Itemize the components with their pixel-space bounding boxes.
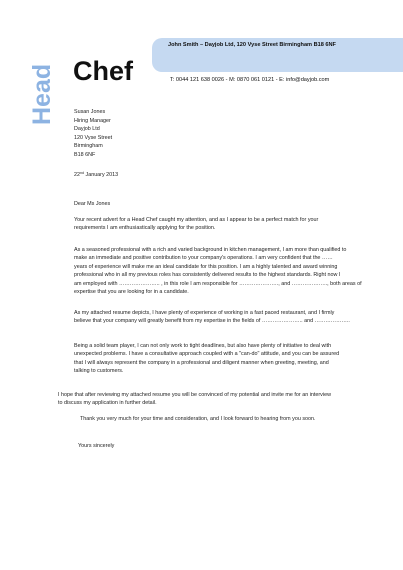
text-line: I hope that after reviewing my attached resume you will be convinced of my potential and invite me for an interview bbox=[58, 392, 331, 398]
paragraph-intro bbox=[74, 216, 318, 233]
text-line: that I will always represent the company in a professional and diligent manner when greeting, meeting, and bbox=[74, 359, 329, 366]
side-title: Head bbox=[28, 63, 56, 125]
text-line: Your recent advert for a Head Chef caught my attention, and as I appear to be a perfect match for your bbox=[74, 217, 319, 223]
recipient-address bbox=[74, 108, 112, 160]
paragraph-thanks bbox=[80, 415, 316, 423]
paragraph-interview bbox=[58, 391, 331, 408]
text-line: As a seasoned professional with a rich and varied background in kitchen management, I am more than qualified to bbox=[74, 247, 347, 253]
recipient-line: Hiring Manager bbox=[74, 117, 111, 124]
text-line: talking to customers. bbox=[74, 368, 124, 375]
recipient-line: B18 6NF bbox=[74, 151, 96, 158]
text-line: believe that your company will greatly benefit from my expertise in the fields of ………………….. and ……………….. bbox=[74, 318, 350, 325]
sender-address: John Smith – Dayjob Ltd, 120 Vyse Street Birmingham B18 6NF bbox=[168, 42, 336, 48]
text-line: years of experience will make me an ideal candidate for this position. I am a highly talented and award winning bbox=[74, 263, 338, 270]
date-suffix: nd bbox=[80, 171, 84, 175]
recipient-line: Susan Jones bbox=[74, 109, 106, 115]
text-line: make an immediate and positive contribution to your company's operations. I am very confident that the …… bbox=[74, 255, 333, 262]
paragraph-resume bbox=[74, 309, 350, 326]
recipient-line: Dayjob Ltd bbox=[74, 126, 100, 133]
contact-details: T: 0044 121 638 0026 - M: 0870 061 0121 - E: info@dayjob.com bbox=[170, 77, 330, 83]
recipient-line: 120 Vyse Street bbox=[74, 134, 113, 141]
date-day: 22 bbox=[74, 172, 80, 178]
text-line: unexpected problems. I have a consultative approach coupled with a "can-do" attitude, and you can be assured bbox=[74, 351, 340, 358]
text-line: expertise that you are looking for in a candidate. bbox=[74, 289, 189, 296]
date-rest: January 2013 bbox=[84, 172, 119, 178]
salutation: Dear Ms Jones bbox=[74, 201, 111, 207]
page-title: Chef bbox=[73, 56, 133, 86]
letter-date bbox=[74, 171, 118, 179]
text-line: As my attached resume depicts, I have plenty of experience of working in a fast paced restaurant, and I firmly bbox=[74, 310, 335, 316]
recipient-line: Birmingham bbox=[74, 143, 103, 150]
text-line: to discuss my application in further detail. bbox=[58, 400, 157, 407]
text-line: Being a solid team player, I can not only work to tight deadlines, but also have plenty of initiative to deal with bbox=[74, 343, 332, 349]
closing: Yours sincerely bbox=[78, 443, 115, 449]
paragraph-experience bbox=[74, 246, 362, 296]
text-line: am employed with ………………….. , in this role I am responsible for …………………., and ……………….., both areas of bbox=[74, 280, 362, 287]
text-line: professional who in all my previous roles has consistently delivered results to the highest standards. Right now I bbox=[74, 272, 341, 279]
text-line: Thank you very much for your time and consideration, and I look forward to hearing from you soon. bbox=[80, 416, 316, 422]
paragraph-teamwork bbox=[74, 342, 339, 376]
text-line: requirements I am enthusiastically applying for the position. bbox=[74, 225, 216, 232]
